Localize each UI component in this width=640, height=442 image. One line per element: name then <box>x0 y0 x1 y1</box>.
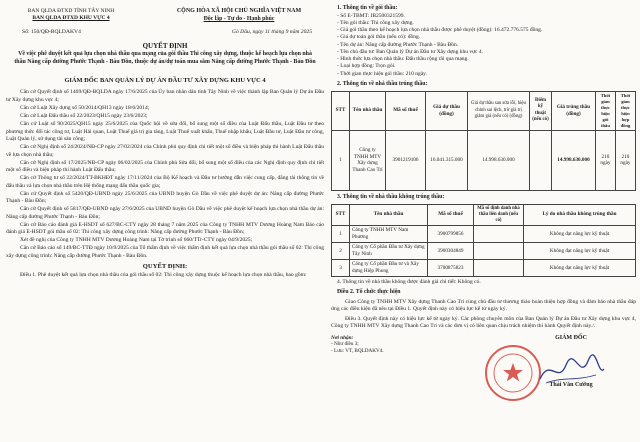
official-stamp-icon <box>483 343 543 403</box>
table-row <box>332 226 636 243</box>
cell <box>474 260 524 277</box>
basis-paragraph: Căn cứ Quyết định số 5420/QĐ-UBND ngày 25/6/2025 của UBND huyện Gò Dầu về việc phê duyệt dự án: Nâng cấp đường Phước Thạnh - Bàu Đồn; <box>6 190 324 205</box>
losers-table <box>331 204 636 278</box>
agency-line1: BAN QLDA ĐTXD TỈNH TÂY NINH <box>27 8 115 14</box>
section-winner: 2. Thông tin về nhà thầu trúng thầu: <box>337 80 428 87</box>
col-header: Mã số thuế <box>428 204 474 226</box>
cell: 3700875823 <box>428 260 474 277</box>
doc-number: Số: 150/QĐ-BQLDAKV4 <box>22 28 81 35</box>
cell: Không đạt năng lực kỹ thuật <box>524 260 636 277</box>
decide-heading: QUYẾT ĐỊNH: <box>142 263 188 271</box>
recipients-title: Nơi nhận: <box>331 334 354 341</box>
cell: 3900304849 <box>428 243 474 260</box>
section-4: 4. Thông tin về nhà thầu không được đánh giá chi tiết: Không có. <box>337 279 481 286</box>
left-column <box>6 8 324 279</box>
cell: 14.998.630.000 <box>552 130 596 190</box>
col-header: STT <box>332 204 350 226</box>
basis-paragraph: Căn cứ Quyết định số 5817/QĐ-UBND ngày 27/6/2025 của UBND huyện Gò Dầu về việc phê duyệt kế hoạch lựa chọn nhà thầu dự án: Nâng cấp đường Phước Thạnh - Bàu Đồn; <box>6 206 324 220</box>
package-info-line: - Giá gói thầu theo kế hoạch lựa chọn nhà thầu được phê duyệt (đồng): 16.472.776.575 đồng. <box>337 27 543 34</box>
table-header-row <box>332 204 636 226</box>
basis-paragraph: Căn cứ Thông tư số 22/2024/TT-BKHĐT ngày 17/11/2024 của Bộ Kế hoạch và Đầu tư hướng dẫn việc cung cấp, đăng tải thông tin về đấu thầu và lựa chọn nhà thầu trên Hệ thống mạng đấu thầu quốc gia; <box>6 175 324 189</box>
recipients <box>331 335 451 391</box>
cell: 14.998.630.000 <box>468 130 530 190</box>
cell: 210 ngày <box>596 130 616 190</box>
sign-title: GIÁM ĐỐC <box>555 334 587 341</box>
cell <box>474 226 524 243</box>
handwritten-signature-icon <box>536 351 606 391</box>
doc-title: QUYẾT ĐỊNH <box>142 42 188 51</box>
section-losers: 3. Thông tin về nhà thầu không trúng thầu: <box>337 193 445 200</box>
recipient-item: - Lưu: VT, BQLDAKV4. <box>331 348 384 355</box>
cell <box>474 243 524 260</box>
package-info-line: - Loại hợp đồng: Trọn gói. <box>337 63 396 70</box>
cell: Công ty TNHH MTV Nam Phương <box>350 226 428 243</box>
basis-paragraph: Căn cứ Luật Xây dựng số 50/2014/QH13 ngày 18/6/2014; <box>20 104 150 111</box>
package-info-line: - Số E-TBMT: IB2500321599. <box>337 12 405 19</box>
doc-date: Gò Dầu, ngày 11 tháng 9 năm 2025 <box>231 28 312 35</box>
signer-name: Thái Văn Cường <box>549 382 593 389</box>
basis-paragraph: Căn cứ Quyết định số 1469/QĐ-BQLDA ngày 17/6/2025 của Ủy ban nhân dân tỉnh Tây Ninh về việc thành lập Ban Quản lý Dự án Đầu tư Xây dựng khu vực 4; <box>6 89 324 103</box>
recipient-item: - Như điều 3; <box>331 341 359 348</box>
cell: 1 <box>332 226 350 243</box>
cell: Công ty Cổ phần Đầu tư và Xây dựng Hiệp Phong <box>350 260 428 277</box>
table-row <box>332 130 636 190</box>
cell: 16.041.315.000 <box>426 130 468 190</box>
basis-paragraph: Căn cứ Nghị định số 17/2025/NĐ-CP ngày 06/02/2025 của Chính phủ Sửa đổi, bổ sung một số điều của các Nghị định quy định chi tiết một số điều và biện pháp thi hành Luật Đấu thầu; <box>6 159 324 174</box>
cell: Công ty TNHH MTV Xây dựng Thanh Cao Trí <box>350 130 386 190</box>
cell <box>530 130 552 190</box>
motto: Độc lập - Tự do - Hạnh phúc <box>203 15 275 22</box>
table-row <box>332 260 636 277</box>
doc-subtitle: Về việc phê duyệt kết quả lựa chọn nhà thầu qua mạng của gói thầu Thi công xây dựng, thuộc kế hoạch lựa chọn nhà thầu Nâng cấp đường Phước Thạnh - Bàu Đồn, thuộc dự án/dự toán mua sắm Nâng cấp đường Phước Thạnh - Bàu Đồn <box>14 51 316 66</box>
cell: Công ty Cổ phần Đầu tư Xây dựng Tây Ninh <box>350 243 428 260</box>
doc-meta <box>6 29 324 36</box>
package-info-line: - Tên gói thầu: Thi công xây dựng. <box>337 19 414 26</box>
basis-paragraph: Căn cứ Luật số 90/2025/QH15 ngày 25/6/2025 của Quốc hội về sửa đổi, bổ sung một số điều của Luật Đấu thầu, Luật Đầu tư theo phương thức đối tác công tư, Luật Hải quan, Luật Thuế giá trị gia tăng, Luật Thuế xuất khẩu, Thuế nhập khẩu, Luật Đầu tư, Luật Đầu tư công, Luật Quản lý, sử dụng tài sản công; <box>6 121 324 142</box>
signature-area <box>331 335 636 391</box>
agency-block <box>6 8 136 24</box>
basis-paragraph: Căn cứ Luật Đấu thầu số 22/2023/QH15 ngày 23/6/2023; <box>20 113 148 120</box>
table-header-row <box>332 91 636 130</box>
cell: 3901219106 <box>386 130 426 190</box>
col-header: Giá trúng thầu (đồng) <box>552 91 596 130</box>
col-header: Thời gian thực hiện gói thầu <box>596 91 616 130</box>
cell: 3900799856 <box>428 226 474 243</box>
right-column <box>331 2 636 390</box>
cell: 3 <box>332 260 350 277</box>
cell: 1 <box>332 130 350 190</box>
legal-basis <box>6 89 324 260</box>
package-info-line: - Hình thức lựa chọn nhà thầu: Đấu thầu rộng rãi qua mạng. <box>337 56 469 63</box>
basis-paragraph: Căn cứ Báo cáo đánh giá E-HSDT số 627/BC-CTY ngày 28 tháng 7 năm 2025 của Công ty TNHH MTV Dương Hoàng Nam Báo cáo đánh giá E-HSDT gói thầu số 02: Thi công xây dựng công trình: Nâng cấp đường Phước Thạnh - Bàu Đồn; <box>6 221 324 236</box>
col-header: Giá dự thầu sau sửa lỗi, hiệu chỉnh sai lệch, trừ giá trị giảm giá (nếu có) (đồng) <box>468 91 530 130</box>
col-header: Tên nhà thầu <box>350 91 386 130</box>
article-2-body: Giao Công ty TNHH MTV Xây dựng Thanh Cao Trí cùng chủ đầu tư thương thảo hoàn thiện hợp đồng và đảm bảo nhà thầu đáp ứng các điều kiện đã nêu tại Điều 1. Quyết định này có hiệu lực kể từ ngày ký. <box>331 299 636 313</box>
basis-paragraph: Căn cứ Báo cáo số 149/BC-TTĐ ngày 10/9/2025 của Tổ thẩm định về việc thẩm định kết quả lựa chọn nhà thầu gói thầu số 02: Thi công xây dựng công trình: Nâng cấp đường Phước Thạnh - Bàu Đồn. <box>6 245 324 259</box>
cell: Không đạt năng lực kỹ thuật <box>524 226 636 243</box>
col-header: Lý do nhà thầu không trúng thầu <box>524 204 636 226</box>
col-header: Mã số thuế <box>386 91 426 130</box>
table-row <box>332 243 636 260</box>
article-3-body: Điều 3. Quyết định này có hiệu lực kể từ ngày ký. Các phòng chuyên môn của Ban Quản lý Dự án Đầu tư Xây dựng khu vực 4, Công ty TNHH MTV Xây dựng Thanh Cao Trí và các đơn vị có liên quan chịu trách nhiệm thi hành Quyết định này./. <box>331 315 636 330</box>
col-header: Điểm kỹ thuật (nếu có) <box>530 91 552 130</box>
cell: 210 ngày <box>615 130 635 190</box>
article-1: Điều 1. Phê duyệt kết quả lựa chọn nhà thầu của gói thầu số 02: Thi công xây dựng thuộc kế hoạch lựa chọn nhà thầu, bao gồm: <box>20 271 307 278</box>
director-heading: GIÁM ĐỐC BAN QUẢN LÝ DỰ ÁN ĐẦU TƯ XÂY DỰNG KHU VỰC 4 <box>64 76 266 84</box>
article-2-heading: Điều 2. Tổ chức thực hiện <box>337 289 401 296</box>
col-header: Thời gian thực hiện hợp đồng <box>615 91 635 130</box>
nation-title: CỘNG HÒA XÃ HỘI CHỦ NGHĨA VIỆT NAM <box>176 8 302 14</box>
basis-paragraph: Căn cứ Nghị định số 24/2024/NĐ-CP ngày 27/02/2024 của Chính phủ quy định chi tiết một số điều và biện pháp thi hành Luật Đấu thầu về lựa chọn nhà thầu; <box>6 144 324 158</box>
col-header: Tên nhà thầu <box>350 204 428 226</box>
nation-block <box>154 8 324 24</box>
winner-table <box>331 91 636 191</box>
col-header: STT <box>332 91 350 130</box>
document-header <box>6 8 324 24</box>
agency-line2: BAN QLDA ĐTXD KHU VỰC 4 <box>32 15 110 22</box>
package-info-lines <box>331 13 636 78</box>
package-info-line: - Giá dự toán gói thầu (nếu có): đồng. <box>337 34 421 41</box>
cell: 2 <box>332 243 350 260</box>
section-package-info: 1. Thông tin về gói thầu: <box>337 5 398 11</box>
cell: Không đạt năng lực kỹ thuật <box>524 243 636 260</box>
package-info-line: - Tên dự án: Nâng cấp đường Phước Thạnh - Bàu Đồn. <box>337 41 459 48</box>
col-header: Giá dự thầu (đồng) <box>426 91 468 130</box>
col-header: Mã số định danh nhà thầu liên danh (nếu có) <box>474 204 524 226</box>
basis-paragraph: Xét đề nghị của Công ty TNHH MTV Dương Hoàng Nam tại Tờ trình số 660/TTr-CTY ngày 04/9/2025; <box>20 237 253 244</box>
package-info-line: - Thời gian thực hiện gói thầu: 210 ngày. <box>337 70 427 77</box>
package-info-line: - Tên chủ đầu tư: Ban Quản lý Dự án Đầu tư Xây dựng khu vực 4. <box>337 48 484 55</box>
